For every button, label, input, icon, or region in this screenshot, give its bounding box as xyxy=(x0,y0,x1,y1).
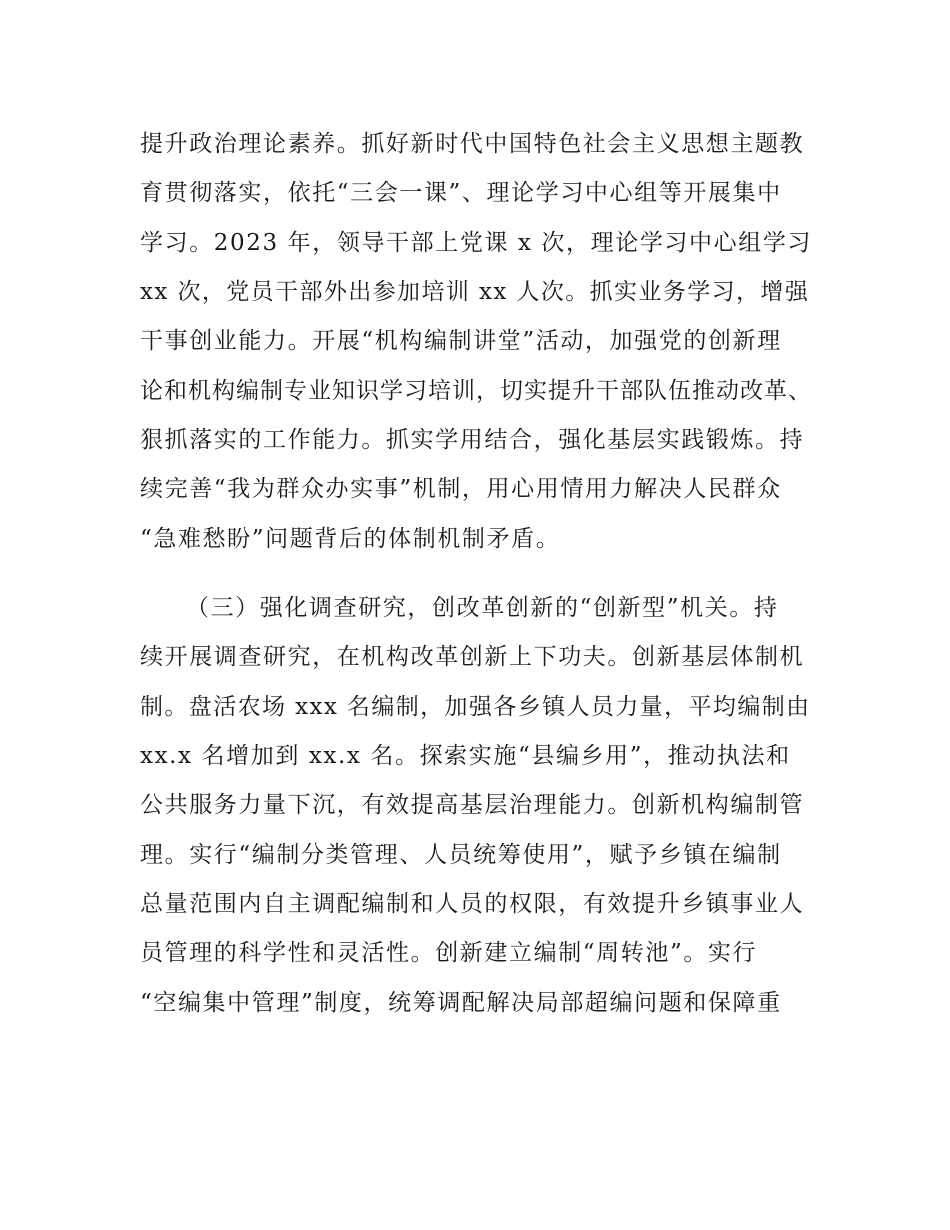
text-line: 干事创业能力。开展“机构编制讲堂”活动，加强党的创新理 xyxy=(140,328,782,354)
text-line: “空编集中管理”制度，统筹调配解决局部超编问题和保障重 xyxy=(140,990,782,1016)
text-line: 续完善“我为群众办实事”机制，用心用情用力解决人民群众 xyxy=(140,476,782,502)
text-line: “急难愁盼”问题背后的体制机制矛盾。 xyxy=(140,526,561,552)
text-line: 狠抓落实的工作能力。抓实学用结合，强化基层实践锻炼。持 xyxy=(140,427,805,453)
text-line: 员管理的科学性和灵活性。创新建立编制“周转池”。实行 xyxy=(140,940,758,966)
text-line: 理。实行“编制分类管理、人员统筹使用”，赋予乡镇在编制 xyxy=(140,842,782,868)
text-line: xx 次，党员干部外出参加培训 xx 人次。抓实业务学习，增强 xyxy=(140,279,810,305)
section-heading-line: （三）强化调查研究，创改革创新的“创新型”机关。持 xyxy=(186,595,779,621)
text-line: xx.x 名增加到 xx.x 名。探索实施“县编乡用”，推动执法和 xyxy=(140,743,791,769)
text-line: 制。盘活农场 xxx 名编制，加强各乡镇人员力量，平均编制由 xyxy=(140,694,811,720)
text-line: 提升政治理论素养。抓好新时代中国特色社会主义思想主题教 xyxy=(140,131,805,157)
text-line: 育贯彻落实，依托“三会一课”、理论学习中心组等开展集中 xyxy=(140,180,782,206)
text-line: 总量范围内自主调配编制和人员的权限，有效提升乡镇事业人 xyxy=(140,891,805,917)
text-line: 续开展调查研究，在机构改革创新上下功夫。创新基层体制机 xyxy=(140,644,805,670)
text-line: 论和机构编制专业知识学习培训，切实提升干部队伍推动改革、 xyxy=(140,378,812,404)
text-line: 学习。2023 年，领导干部上党课 x 次，理论学习中心组学习 xyxy=(140,230,813,256)
text-line: 公共服务力量下沉，有效提高基层治理能力。创新机构编制管 xyxy=(140,792,805,818)
